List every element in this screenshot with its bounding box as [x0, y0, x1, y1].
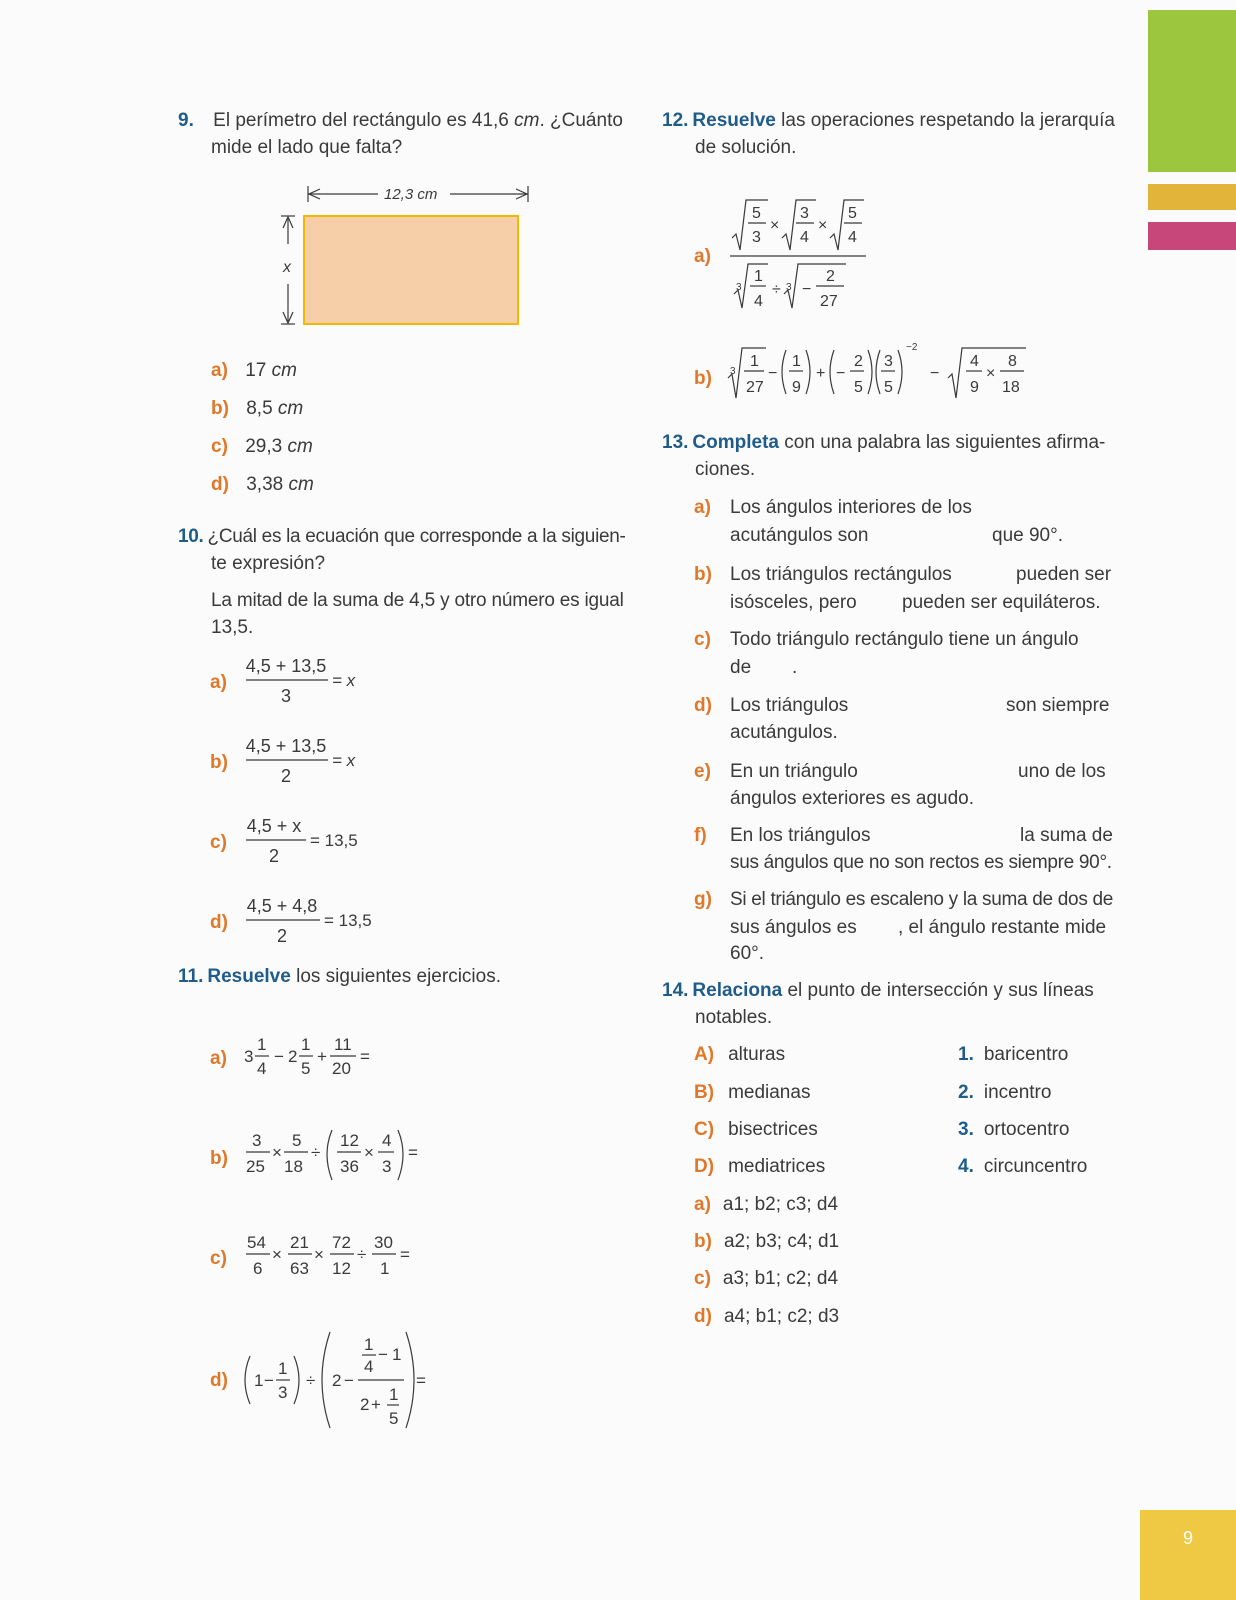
item-text: son siempre	[1006, 695, 1110, 716]
svg-text:27: 27	[820, 293, 838, 310]
q10-line1	[178, 526, 626, 548]
option-letter: c)	[211, 436, 228, 457]
item-text: ángulos exteriores es agudo.	[730, 788, 974, 809]
svg-text:=: =	[408, 1143, 418, 1162]
q14-right-1: 1. baricentro	[958, 1044, 1069, 1065]
svg-text:4: 4	[754, 293, 763, 310]
numerator: 4,5 + 4,8	[246, 896, 318, 916]
svg-text:1: 1	[750, 353, 759, 370]
svg-text:×: ×	[818, 217, 828, 234]
svg-text:3: 3	[884, 353, 893, 370]
svg-text:4: 4	[257, 1059, 267, 1078]
q9-rectangle-diagram	[280, 180, 540, 330]
svg-text:4: 4	[364, 1357, 374, 1376]
item-text: pueden ser	[1016, 564, 1112, 585]
q14-left-B: B) medianas	[694, 1082, 811, 1103]
svg-text:3: 3	[278, 1383, 288, 1402]
q14-left-A: A) alturas	[694, 1044, 786, 1065]
svg-text:−: −	[930, 365, 940, 382]
q12-line1	[662, 110, 1115, 132]
rhs: = x	[332, 751, 356, 770]
svg-text:−: −	[378, 1345, 388, 1364]
svg-text:2: 2	[826, 268, 835, 285]
option-letter: d)	[211, 474, 229, 495]
q9-number: 9.	[178, 110, 194, 131]
q10-number: 10.	[178, 526, 204, 547]
pink-margin-tab	[1148, 222, 1236, 250]
item-letter: g)	[694, 889, 712, 910]
q14-left-D: D) mediatrices	[694, 1156, 826, 1177]
item-text: .	[792, 657, 798, 678]
q13-verb: Completa	[692, 432, 779, 453]
svg-text:+: +	[816, 365, 826, 382]
option-letter: c)	[210, 1248, 227, 1269]
svg-text:63: 63	[290, 1259, 309, 1278]
svg-text:4: 4	[970, 353, 979, 370]
svg-text:−: −	[274, 1047, 284, 1066]
svg-text:×: ×	[770, 217, 780, 234]
q9-option-d[interactable]	[211, 474, 314, 496]
svg-text:4: 4	[382, 1131, 392, 1150]
svg-text:2: 2	[288, 1047, 298, 1066]
option-letter: a)	[694, 246, 711, 267]
svg-text:2: 2	[360, 1395, 370, 1414]
q12-b-expression	[726, 340, 1046, 410]
q9-line1	[178, 110, 623, 132]
q12-a-expression	[728, 194, 878, 324]
q12-line2: de solución.	[695, 137, 797, 158]
option-letter: d)	[210, 1370, 228, 1391]
q10-d-fraction	[244, 892, 404, 952]
q11-line1	[178, 966, 501, 988]
q14-number: 14.	[662, 980, 689, 1001]
q9-text-end: . ¿Cuánto	[539, 110, 623, 131]
item-text: sus ángulos que no son rectos es siempre 90°.	[730, 852, 1112, 873]
svg-text:=: =	[416, 1371, 426, 1390]
item-text: En un triángulo	[730, 761, 858, 782]
item-text: pueden ser equiláteros.	[902, 592, 1101, 613]
svg-text:+: +	[371, 1395, 381, 1414]
svg-text:18: 18	[284, 1157, 303, 1176]
option-value: 29,3	[245, 436, 288, 457]
svg-text:2: 2	[854, 353, 863, 370]
rhs: = 13,5	[324, 911, 372, 930]
svg-text:−: −	[802, 281, 812, 298]
option-unit: cm	[287, 436, 313, 457]
item-text: Todo triángulo rectángulo tiene un ángulo	[730, 629, 1079, 650]
option-unit: cm	[271, 360, 297, 381]
svg-text:4: 4	[848, 229, 857, 246]
q9-text: El perímetro del rectángulo es 41,6	[213, 110, 515, 131]
option-unit: cm	[277, 398, 304, 419]
item-text: isósceles, pero	[730, 592, 857, 613]
svg-text:1: 1	[389, 1385, 399, 1404]
svg-text:9: 9	[792, 379, 801, 396]
option-letter: b)	[210, 752, 228, 773]
q9-line2: mide el lado que falta?	[211, 137, 403, 158]
q10-b-fraction	[244, 732, 384, 792]
svg-text:25: 25	[246, 1157, 265, 1176]
item-text: Los triángulos rectángulos	[730, 564, 952, 585]
option-letter: c)	[210, 832, 227, 853]
q11-text: los siguientes ejercicios.	[290, 966, 501, 987]
item-text: uno de los	[1018, 761, 1106, 782]
svg-text:21: 21	[290, 1233, 309, 1252]
q14-right-2: 2. incentro	[958, 1082, 1052, 1103]
q14-option-b[interactable]: b) a2; b3; c4; d1	[694, 1231, 840, 1252]
svg-text:27: 27	[746, 379, 764, 396]
item-letter: e)	[694, 761, 711, 782]
item-text: acutángulos.	[730, 722, 838, 743]
svg-text:72: 72	[332, 1233, 351, 1252]
item-text: Los ángulos interiores de los	[730, 497, 972, 518]
svg-text:54: 54	[247, 1233, 266, 1252]
numerator: 4,5 + 13,5	[245, 736, 327, 756]
q10-c-fraction	[244, 812, 384, 872]
q11-d-expression	[240, 1328, 440, 1438]
svg-text:−: −	[344, 1371, 354, 1390]
q14-verb: Relaciona	[692, 980, 783, 1001]
svg-text:1: 1	[364, 1335, 374, 1354]
svg-text:3: 3	[752, 229, 761, 246]
q11-c-expression	[244, 1226, 444, 1290]
q13-number: 13.	[662, 432, 689, 453]
q9-option-a[interactable]	[211, 360, 297, 382]
svg-text:30: 30	[374, 1233, 393, 1252]
q11-a-expression	[244, 1030, 404, 1090]
option-letter: a)	[210, 672, 227, 693]
q14-option-d[interactable]: d) a4; b1; c2; d3	[694, 1306, 840, 1327]
svg-text:5: 5	[389, 1409, 399, 1428]
svg-text:3: 3	[800, 205, 809, 222]
svg-text:5: 5	[301, 1059, 311, 1078]
item-text: 60°.	[730, 943, 765, 964]
item-text: acutángulos son	[730, 525, 869, 546]
item-letter: c)	[694, 629, 711, 650]
q14-right-4: 4. circuncentro	[958, 1156, 1088, 1177]
item-letter: b)	[694, 564, 712, 585]
svg-text:5: 5	[884, 379, 893, 396]
option-unit: cm	[288, 474, 314, 495]
svg-text:1: 1	[278, 1359, 288, 1378]
q11-number: 11.	[178, 966, 204, 987]
green-margin-tab	[1148, 10, 1236, 172]
item-letter: d)	[694, 695, 712, 716]
q10-statement-line2: 13,5.	[211, 617, 254, 638]
q14-text: el punto de intersección y sus líneas	[782, 980, 1094, 1001]
height-label: x	[283, 259, 291, 276]
svg-text:÷: ÷	[311, 1143, 321, 1162]
q14-option-a[interactable]: a) a1; b2; c3; d4	[694, 1194, 839, 1215]
svg-text:2: 2	[332, 1371, 342, 1390]
svg-text:1: 1	[380, 1259, 390, 1278]
q10-line2: te expresión?	[211, 553, 326, 574]
q12-verb: Resuelve	[692, 110, 776, 131]
svg-text:1: 1	[754, 268, 763, 285]
svg-text:36: 36	[340, 1157, 359, 1176]
svg-text:3: 3	[244, 1047, 254, 1066]
rhs: = x	[332, 671, 356, 690]
svg-text:12: 12	[340, 1131, 359, 1150]
svg-text:12: 12	[332, 1259, 351, 1278]
item-text: la suma de	[1020, 825, 1113, 846]
svg-text:3: 3	[736, 282, 742, 293]
q9-text-unit: cm	[514, 110, 540, 131]
option-value: 17	[245, 360, 272, 381]
svg-text:−2: −2	[906, 342, 918, 353]
item-text: Los triángulos	[730, 695, 849, 716]
svg-text:=: =	[400, 1245, 410, 1264]
svg-text:×: ×	[272, 1143, 282, 1162]
svg-text:5: 5	[848, 205, 857, 222]
yellow-margin-tab	[1148, 184, 1236, 210]
q13-line1	[662, 432, 1105, 454]
svg-text:×: ×	[314, 1245, 324, 1264]
svg-text:6: 6	[253, 1259, 263, 1278]
svg-text:3: 3	[252, 1131, 262, 1150]
denominator: 2	[276, 926, 288, 946]
svg-text:5: 5	[292, 1131, 302, 1150]
q13-text: con una palabra las siguientes afirma-	[779, 432, 1106, 453]
rectangle	[304, 216, 518, 324]
item-text: Si el triángulo es escaleno y la suma de dos de	[730, 889, 1114, 910]
numerator: 4,5 + 13,5	[245, 656, 327, 676]
q12-number: 12.	[662, 110, 689, 131]
numerator: 4,5 + x	[246, 816, 302, 836]
q13-line2: ciones.	[695, 459, 756, 480]
svg-text:1: 1	[257, 1035, 267, 1054]
item-text: sus ángulos es	[730, 917, 857, 938]
option-letter: a)	[211, 360, 228, 381]
svg-text:+: +	[317, 1047, 327, 1066]
item-text: , el ángulo restante mide	[898, 917, 1107, 938]
svg-text:4: 4	[800, 229, 809, 246]
q14-right-3: 3. ortocentro	[958, 1119, 1070, 1140]
svg-text:20: 20	[332, 1059, 351, 1078]
item-text: de	[730, 657, 752, 678]
item-text: que 90°.	[992, 525, 1063, 546]
svg-text:−: −	[768, 365, 778, 382]
page-number-box	[1140, 1510, 1236, 1600]
option-value: 3,38	[246, 474, 289, 495]
item-text: En los triángulos	[730, 825, 871, 846]
svg-text:1: 1	[301, 1035, 311, 1054]
svg-text:−: −	[836, 365, 846, 382]
q12-text: las operaciones respetando la jerarquía	[775, 110, 1115, 131]
svg-text:−: −	[264, 1371, 274, 1390]
svg-text:3: 3	[382, 1157, 392, 1176]
svg-text:=: =	[360, 1047, 370, 1066]
option-value: 8,5	[246, 398, 278, 419]
q14-line2: notables.	[695, 1007, 773, 1028]
svg-text:3: 3	[786, 282, 792, 293]
svg-text:18: 18	[1002, 379, 1020, 396]
denominator: 3	[280, 686, 292, 706]
svg-text:×: ×	[364, 1143, 374, 1162]
option-letter: b)	[210, 1148, 228, 1169]
svg-text:×: ×	[986, 365, 996, 382]
item-letter: f)	[694, 825, 707, 846]
svg-text:3: 3	[730, 366, 736, 377]
svg-text:÷: ÷	[306, 1371, 316, 1390]
option-letter: b)	[211, 398, 229, 419]
svg-text:÷: ÷	[772, 281, 781, 298]
q10-a-fraction	[244, 652, 384, 712]
svg-text:1: 1	[792, 353, 801, 370]
q9-option-b[interactable]	[211, 398, 303, 420]
svg-text:1: 1	[254, 1371, 264, 1390]
svg-text:9: 9	[970, 379, 979, 396]
q14-left-C: C) bisectrices	[694, 1119, 818, 1140]
item-letter: a)	[694, 497, 711, 518]
q10-statement-line1: La mitad de la suma de 4,5 y otro número es igual	[211, 590, 624, 611]
q11-verb: Resuelve	[207, 966, 291, 987]
svg-text:11: 11	[334, 1035, 352, 1054]
q14-line1	[662, 980, 1094, 1002]
q9-option-c[interactable]	[211, 436, 313, 458]
q11-b-expression	[244, 1124, 444, 1194]
q14-option-c[interactable]: c) a3; b1; c2; d4	[694, 1268, 839, 1289]
page-number: 9	[1182, 1528, 1193, 1548]
svg-text:8: 8	[1008, 353, 1017, 370]
svg-text:5: 5	[752, 205, 761, 222]
option-letter: d)	[210, 912, 228, 933]
svg-text:5: 5	[854, 379, 863, 396]
denominator: 2	[280, 766, 292, 786]
svg-text:×: ×	[272, 1245, 282, 1264]
rhs: = 13,5	[310, 831, 358, 850]
option-letter: a)	[210, 1048, 227, 1069]
denominator: 2	[268, 846, 280, 866]
width-label: 12,3 cm	[384, 186, 438, 203]
svg-text:÷: ÷	[357, 1245, 367, 1264]
svg-text:1: 1	[392, 1345, 402, 1364]
option-letter: b)	[694, 368, 712, 389]
q10-text: ¿Cuál es la ecuación que corresponde a la siguien-	[207, 526, 626, 547]
